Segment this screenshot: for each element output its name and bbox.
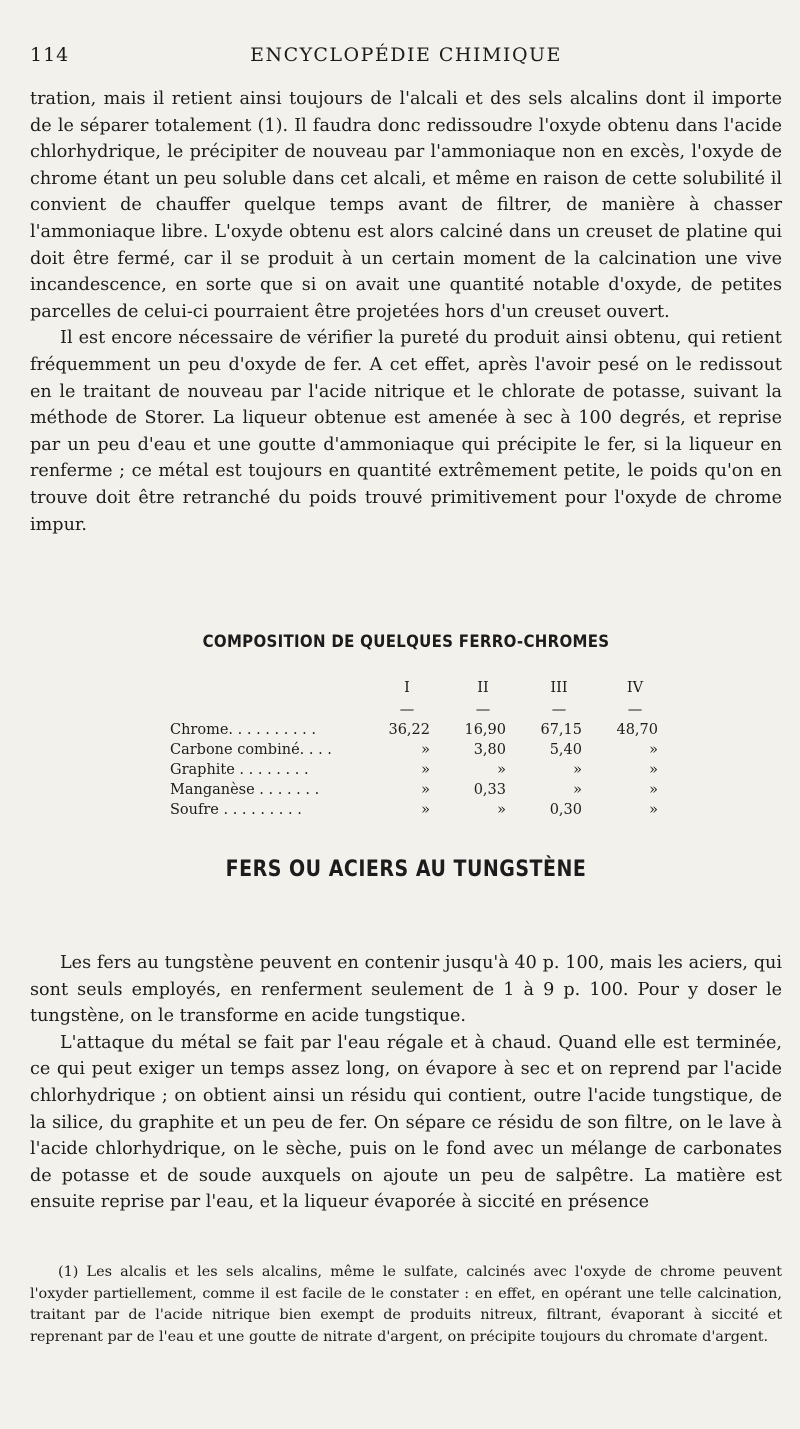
table-cell: 0,33	[473, 782, 506, 798]
composition-table	[170, 680, 658, 822]
table-cell: »	[497, 762, 506, 778]
table-cell: 36,22	[388, 722, 430, 738]
column-rule: —	[475, 702, 491, 718]
table-cell: »	[649, 782, 658, 798]
column-rule: —	[399, 702, 415, 718]
table-row	[170, 782, 658, 802]
table-rule-row	[170, 702, 650, 722]
row-label: Soufre . . . . . . . . .	[170, 802, 302, 818]
table-header-row	[170, 680, 650, 702]
paragraph-4: L'attaque du métal se fait par l'eau régale et à chaud. Quand elle est terminée, ce qui peut exiger un temps assez long, on évapore à sec et on reprend par l'acide chlorhydrique ; on obtient ainsi un résidu qui contient, outre l'acide tungstique, de la silice, du graphite et un peu de fer. On sépare ce résidu de son filtre, on le lave à l'acide chlorhydrique, on le sèche, puis on le fond avec un mélange de carbonates de potasse et de soude auxquels on ajoute un peu de salpêtre. La matière est ensuite reprise par l'eau, et la liqueur évaporée à siccité en présence	[30, 1032, 782, 1213]
table-cell: »	[573, 762, 582, 778]
running-title: ENCYCLOPÉDIE CHIMIQUE	[250, 44, 562, 66]
table-cell: »	[649, 742, 658, 758]
paragraph-2: Il est encore nécessaire de vérifier la pureté du produit ainsi obtenu, qui retient fréquemment un peu d'oxyde de fer. A cet effet, après l'avoir pesé on le redissout en le traitant de nouveau par l'acide nitrique et le chlorate de potasse, suivant la méthode de Storer. La liqueur obtenue est amenée à sec à 100 degrés, et reprise par un peu d'eau et une goutte d'ammoniaque qui précipite le fer, si la liqueur en renferme ; ce métal est toujours en quantité extrêmement petite, le poids qu'on en trouve doit être retranché du poids trouvé primitivement pour l'oxyde de chrome impur.	[30, 328, 782, 535]
table-cell: »	[421, 762, 430, 778]
column-header: II	[477, 680, 489, 696]
row-label: Carbone combiné. . . .	[170, 742, 332, 758]
table-row	[170, 762, 658, 782]
table-cell: »	[497, 802, 506, 818]
column-header: I	[404, 680, 410, 696]
paragraph-3: Les fers au tungstène peuvent en contenir jusqu'à 40 p. 100, mais les aciers, qui sont seuls employés, en renferment seulement de 1 à 9 p. 100. Pour y doser le tungstène, on le transforme en acide tungstique.	[30, 953, 782, 1027]
body-text-bottom	[30, 950, 782, 1216]
table-row	[170, 802, 658, 822]
table-cell: »	[573, 782, 582, 798]
table-cell: 48,70	[616, 722, 658, 738]
table-cell: »	[421, 782, 430, 798]
table-cell: 67,15	[540, 722, 582, 738]
column-header: IV	[626, 680, 644, 696]
body-text-top	[30, 86, 782, 538]
table-cell: 5,40	[549, 742, 582, 758]
row-label: Graphite . . . . . . . .	[170, 762, 309, 778]
table-cell: 3,80	[473, 742, 506, 758]
page-header	[30, 44, 782, 74]
table-row	[170, 722, 658, 742]
table-row	[170, 742, 658, 762]
column-rule: —	[551, 702, 567, 718]
table-cell: »	[421, 742, 430, 758]
row-label: Manganèse . . . . . . .	[170, 782, 320, 798]
section-title: FERS OU ACIERS AU TUNGSTÈNE	[225, 856, 587, 882]
footnote-text: (1) Les alcalis et les sels alcalins, même le sulfate, calcinés avec l'oxyde de chrome peuvent l'oxyder partiellement, comme il est facile de le constater : en effet, en opérant une telle calcination, traitant par de l'acide nitrique bien exempt de produits nitreux, filtrant, évaporant à siccité et reprenant par de l'eau et une goutte de nitrate d'argent, on précipite toujours du chromate d'argent.	[30, 1264, 782, 1346]
table-cell: »	[649, 802, 658, 818]
column-rule: —	[627, 702, 643, 718]
table-cell: »	[421, 802, 430, 818]
table-cell: 0,30	[549, 802, 582, 818]
page-number: 114	[30, 44, 70, 66]
composition-title: COMPOSITION DE QUELQUES FERRO-CHROMES	[202, 630, 610, 652]
table-cell: »	[649, 762, 658, 778]
row-label: Chrome. . . . . . . . . .	[170, 722, 316, 738]
column-header: III	[550, 680, 568, 696]
table-cell: 16,90	[464, 722, 506, 738]
paragraph-1: tration, mais il retient ainsi toujours de l'alcali et des sels alcalins dont il importe de le séparer totalement (1). Il faudra donc redissoudre l'oxyde obtenu dans l'acide chlorhydrique, le précipiter de nouveau par l'ammoniaque non en excès, l'oxyde de chrome étant un peu soluble dans cet alcali, et même en raison de cette solubilité il convient de chauffer quelque temps avant de filtrer, de manière à chasser l'ammoniaque libre. L'oxyde obtenu est alors calciné dans un creuset de platine qui doit être fermé, car il se produit à un certain moment de la calcination une vive incandescence, en sorte que si on avait une quantité notable d'oxyde, de petites parcelles de celui-ci pourraient être projetées hors d'un creuset ouvert.	[30, 89, 782, 322]
footnote	[30, 1262, 782, 1349]
